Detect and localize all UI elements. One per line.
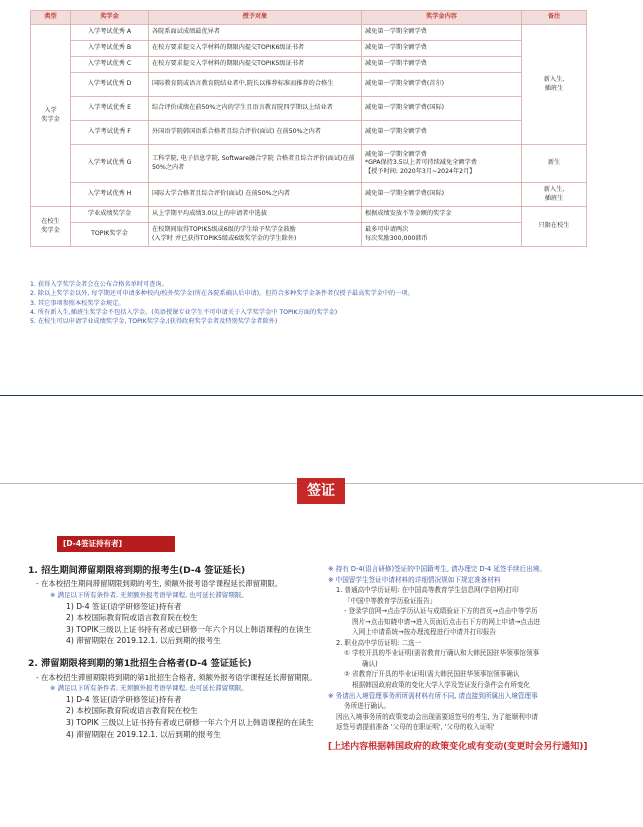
row-name: 入学考试优秀 F: [71, 121, 149, 145]
row-name: 入学考试优秀 G: [71, 145, 149, 183]
visa-left-column: [28, 565, 318, 741]
row-content: 根据成绩发放不等金额的奖学金: [362, 207, 522, 223]
right-line: 1. 普通高中学历证明: 在中国高等教育学生信息网(学信网)打印: [336, 586, 519, 595]
right-line: 因出入境事务所的政策变动会出现需要返签号的考生, 为了能顺利申请: [336, 712, 539, 721]
row-remark: 新入生, 插班生: [522, 25, 587, 145]
row-name: 入学考试优秀 A: [71, 25, 149, 41]
right-note: ※ 务请出入境管理事务所所需材料有所不同, 请直接到所属出入境管理事: [328, 691, 538, 700]
note-line: 5. 在校生可以申请学业成绩奖学金, TOPIK奖学金,(获得政府奖学金者及特别奖学金者除外): [30, 318, 278, 326]
section-1-note: ※ 满足以下所有条件者, 无须额外报考语学课程, 也可延长滞留期限。: [50, 591, 248, 600]
row-content: 减免第一学期全额学费: [362, 41, 522, 57]
header-scholarship: 奖学金: [71, 11, 149, 25]
row-name: 入学考试优秀 C: [71, 57, 149, 73]
row-target: 从上学期平均成绩3.0以上的申请者中选拔: [149, 207, 362, 223]
section-2-note: ※ 满足以下所有条件者, 无须额外报考语学课程, 也可延长滞留期限。: [50, 684, 248, 693]
right-line: ① 学校开具的毕业证明(需省教育厅确认和大韩民国驻华领事馆领事: [344, 649, 540, 658]
header-remarks: 备注: [522, 11, 587, 25]
row-name: 入学考试优秀 D: [71, 73, 149, 97]
right-line: 入网上申请系统→按办理流程进行申请并打印报告: [352, 628, 496, 637]
right-line: 根据韩国政府政策的变化大学入学及签证发行条件会有所变化: [352, 681, 531, 690]
right-line: 2. 职业高中学历证明: 二选一: [336, 638, 422, 647]
row-remark: 新生: [522, 145, 587, 183]
section-1-item: 2) 本校国际教育院或语言教育院在校生: [66, 613, 198, 623]
category-entrance: 入学 奖学金: [31, 25, 71, 207]
section-divider: [0, 395, 643, 396]
right-line: 「中国中等教育学历验证报告」: [344, 596, 437, 605]
right-line: - 登录学信网→点击学历认证与成绩验证下方的首页→点击中等学历: [344, 607, 538, 616]
row-content: 减免第一学期全额学费: [362, 25, 522, 41]
row-name: TOPIK奖学金: [71, 223, 149, 247]
row-remark: 新入生, 插班生: [522, 183, 587, 207]
scholarship-section: [0, 0, 643, 350]
note-line: 1. 获得入学奖学金者会在公布合格名单时可查询。: [30, 281, 168, 288]
visa-heading: 签证: [297, 478, 345, 504]
row-content: 减免第一学期全额学费(首尔): [362, 73, 522, 97]
row-content: 减免第一学期全额学费(国际): [362, 97, 522, 121]
right-note: ※ 中国留学生签证申请材料的详细情况规如下规定准备材料: [328, 575, 501, 584]
right-line: 确认): [362, 659, 378, 668]
row-name: 入学考试优秀 H: [71, 183, 149, 207]
row-target: 在校期间取得TOPIK5级或6级的学生给予奖学金鼓励 (入学时 并已获得TOPIK5级或6级奖学金的学生除外): [149, 223, 362, 247]
right-note: ※ 持有 D-4(语言研修)签证的中国籍考生, 请办理完 D-4 延签手续后出境。: [328, 565, 546, 573]
visa-right-column: [328, 565, 628, 753]
section-2-desc: - 在本校招生滞留期限将到期的第1批招生合格者, 须额外报考语学课程延长滞留期限。: [36, 672, 317, 682]
row-content: 减免第一学期半额学费: [362, 57, 522, 73]
scholarship-notes: [30, 280, 610, 326]
section-2-item: 3) TOPIK 三级以上证书持有者或已研修一年六个月以上韩语课程的在读生: [66, 717, 314, 727]
row-target: 在校方要求提交入学材料的期限内提交TOPIK5级证书者: [149, 57, 362, 73]
scholarship-table: [30, 10, 587, 247]
right-line: 返签号请提前准备 '父母的在职证明', '父母的收入证明': [336, 723, 495, 732]
row-target: 国际大学合格者且综合评价(面试) 在前50%之内者: [149, 183, 362, 207]
row-target: 外国语学院韩国语系合格者且综合评价(面试) 在前50%之内者: [149, 121, 362, 145]
row-content: 减免第一学期全额学费 *GPA保持3.5以上者可持续减免全额学费 【授予时间: 2020年3月~2024年2月】: [362, 145, 522, 183]
header-type: 类型: [31, 11, 71, 25]
right-line: 务所进行确认。: [344, 702, 391, 711]
section-1-item: 3) TOPIK三级以上证书持有者或已研修一年六个月以上韩语课程的在读生: [66, 624, 312, 634]
row-target: 各院系面试成绩最优异者: [149, 25, 362, 41]
row-name: 学业成绩奖学金: [71, 207, 149, 223]
right-line: 图片→点击知晓申请→进入页面后点击右下方的网上申请→点击进: [352, 617, 541, 626]
section-1-item: 1) D-4 签证(语学研修签证)持有者: [66, 601, 182, 611]
row-target: 综合评价成绩在前50%之内的学生且语言教育院四学期以上结业者: [149, 97, 362, 121]
row-content: 减免第一学期全额学费(国际): [362, 183, 522, 207]
row-name: 入学考试优秀 E: [71, 97, 149, 121]
row-content: 最多可申请两次 每次奖励300,000韩币: [362, 223, 522, 247]
right-line: ② 省教育厅开具的毕业证明(需大韩民国驻华领事馆领事确认: [344, 670, 520, 679]
policy-change-notice: [上述内容根据韩国政府的政策变化或有变动(变更时会另行通知)]: [328, 741, 588, 752]
header-content: 奖学金内容: [362, 11, 522, 25]
row-remark: 只限在校生: [522, 207, 587, 247]
section-2-item: 4) 滞留期限在 2019.12.1. 以后到期的报考生: [66, 729, 221, 739]
row-target: 国际教育院或语言教育院结业者中,院长以推荐标准而推荐的合格生: [149, 73, 362, 97]
section-2-title: 2. 滞留期限将到期的第1批招生合格者(D-4 签证延长): [28, 658, 252, 670]
section-1-title: 1. 招生期间滞留期限将到期的报考生(D-4 签证延长): [28, 565, 246, 576]
category-enrolled: 在校生 奖学金: [31, 207, 71, 247]
note-line: 4. 所有新入生,插班生奖学金不包括入学金。(英语授课专业学生不可申请关于入学奖学金中 TOPIK方面的奖学金): [30, 308, 338, 316]
row-target: 在校方要求提交入学材料的期限内提交TOPIK6级证书者: [149, 41, 362, 57]
section-2-item: 2) 本校国际教育院或语言教育院在校生: [66, 706, 198, 716]
note-line: 3. 其它事项参照本校奖学金规定。: [30, 299, 125, 307]
row-name: 入学考试优秀 B: [71, 41, 149, 57]
section-1-item: 4) 滞留期限在 2019.12.1. 以后到期的报考生: [66, 636, 221, 646]
section-1-desc: - 在本校招生期间滞留期限到期的考生, 须额外报考语学课程延长滞留期限。: [36, 579, 283, 589]
note-line: 2. 除以上奖学金以外, 每学期还可申请多种校内/校外奖学金(所在各院系确认后申请)。但符合多种奖学金条件者仅授予最高奖学金中的一项。: [30, 290, 414, 298]
section-2-item: 1) D-4 签证(语学研修签证)持有者: [66, 694, 182, 704]
row-target: 工科学院, 电子信息学院, Software融合学院 合格者且综合评价(面试)在前50%之内者: [149, 145, 362, 183]
d4-holder-tag: [D-4签证持有者]: [57, 536, 175, 552]
header-target: 授予对象: [149, 11, 362, 25]
row-content: 减免第一学期全额学费: [362, 121, 522, 145]
